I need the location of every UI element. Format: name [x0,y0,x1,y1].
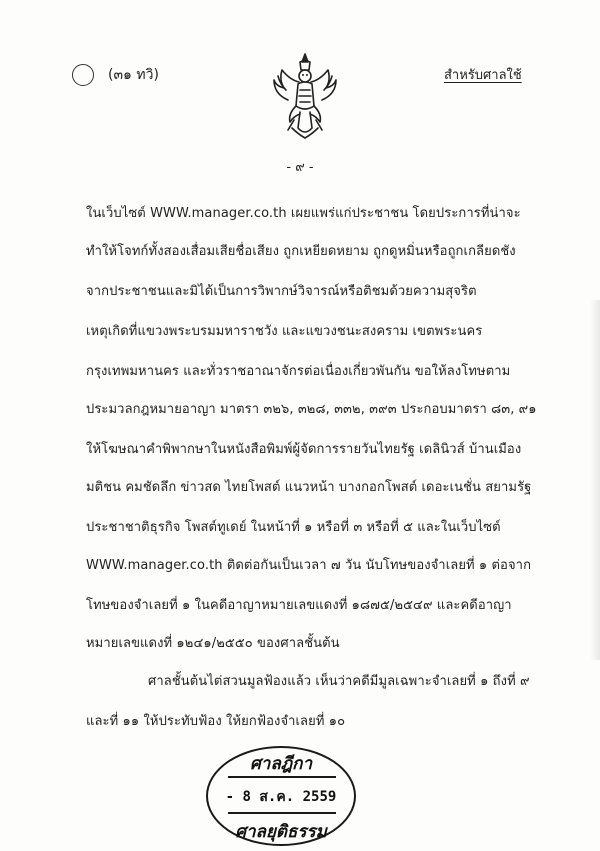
text-line: เหตุเกิดที่แขวงพระบรมมหาราชวัง และแขวงชนะสงคราม เขตพระนคร [86,324,483,339]
text-line: WWW.manager.co.th ติดต่อกันเป็นเวลา ๗ วัน นับโทษของจำเลยที่ ๑ ต่อจาก [86,558,532,573]
garuda-emblem-icon [270,50,340,142]
text-line: หมายเลขแดงที่ ๑๒๔๑/๒๕๕๐ ของศาลชั้นต้น [86,636,340,651]
text-line: และที่ ๑๑ ให้ประทับฟ้อง ให้ยกฟ้องจำเลยที่ ๑๐ [86,714,346,729]
text-line: ประมวลกฎหมายอาญา มาตรา ๓๒๖, ๓๒๘, ๓๓๒, ๓๙๓ ประกอบมาตรา ๘๓, ๙๑ [86,402,537,417]
text-line: ประชาชาติธุรกิจ โพสต์ทูเดย์ ในหน้าที่ ๑ หรือที่ ๓ หรือที่ ๕ และในเว็บไซต์ [86,520,501,535]
page-number: - ๙ - [286,160,314,175]
stamp-rule [228,812,336,814]
stamp-date: - 8 ส.ค. 2559 [225,789,337,805]
text-line: ทำให้โจทก์ทั้งสองเสื่อมเสียชื่อเสียง ถูกเหยียดหยาม ถูกดูหมิ่นหรือถูกเกลียดชัง [86,244,516,259]
text-line: โทษของจำเลยที่ ๑ ในคดีอาญาหมายเลขแดงที่ ๑๘๗๕/๒๕๔๙ และคดีอาญา [86,598,512,613]
circle-mark [72,64,94,86]
text-line: มติชน คมชัดลึก ข่าวสด ไทยโพสต์ แนวหน้า บางกอกโพสต์ เดอะเนชั่น สยามรัฐ [86,480,532,495]
text-line: ให้โฆษณาคำพิพากษาในหนังสือพิมพ์ผู้จัดการรายวันไทยรัฐ เดลินิวส์ บ้านเมือง [86,442,522,457]
text-line: จากประชาชนและมิได้เป็นการวิพากษ์วิจารณ์หรือติชมด้วยความสุจริต [86,284,477,299]
stamp-department: ศาลยุติธรรม [235,822,327,842]
court-use-label: สำหรับศาลใช้ [444,68,522,83]
form-code: (๓๑ ทวิ) [108,67,159,83]
text-line: กรุงเทพมหานคร และทั่วราชอาณาจักรต่อเนื่องเกี่ยวพันกัน ขอให้ลงโทษตาม [86,364,511,379]
court-received-stamp [206,746,356,846]
text-line: ศาลชั้นต้นไต่สวนมูลฟ้องแล้ว เห็นว่าคดีมีมูลเฉพาะจำเลยที่ ๑ ถึงที่ ๙ [148,674,530,689]
text-line: ในเว็บไซต์ WWW.manager.co.th เผยแพร่แก่ประชาชน โดยประการที่น่าจะ [86,206,521,221]
stamp-court-name: ศาลฎีกา [249,754,312,774]
scan-edge-shadow [590,300,600,660]
